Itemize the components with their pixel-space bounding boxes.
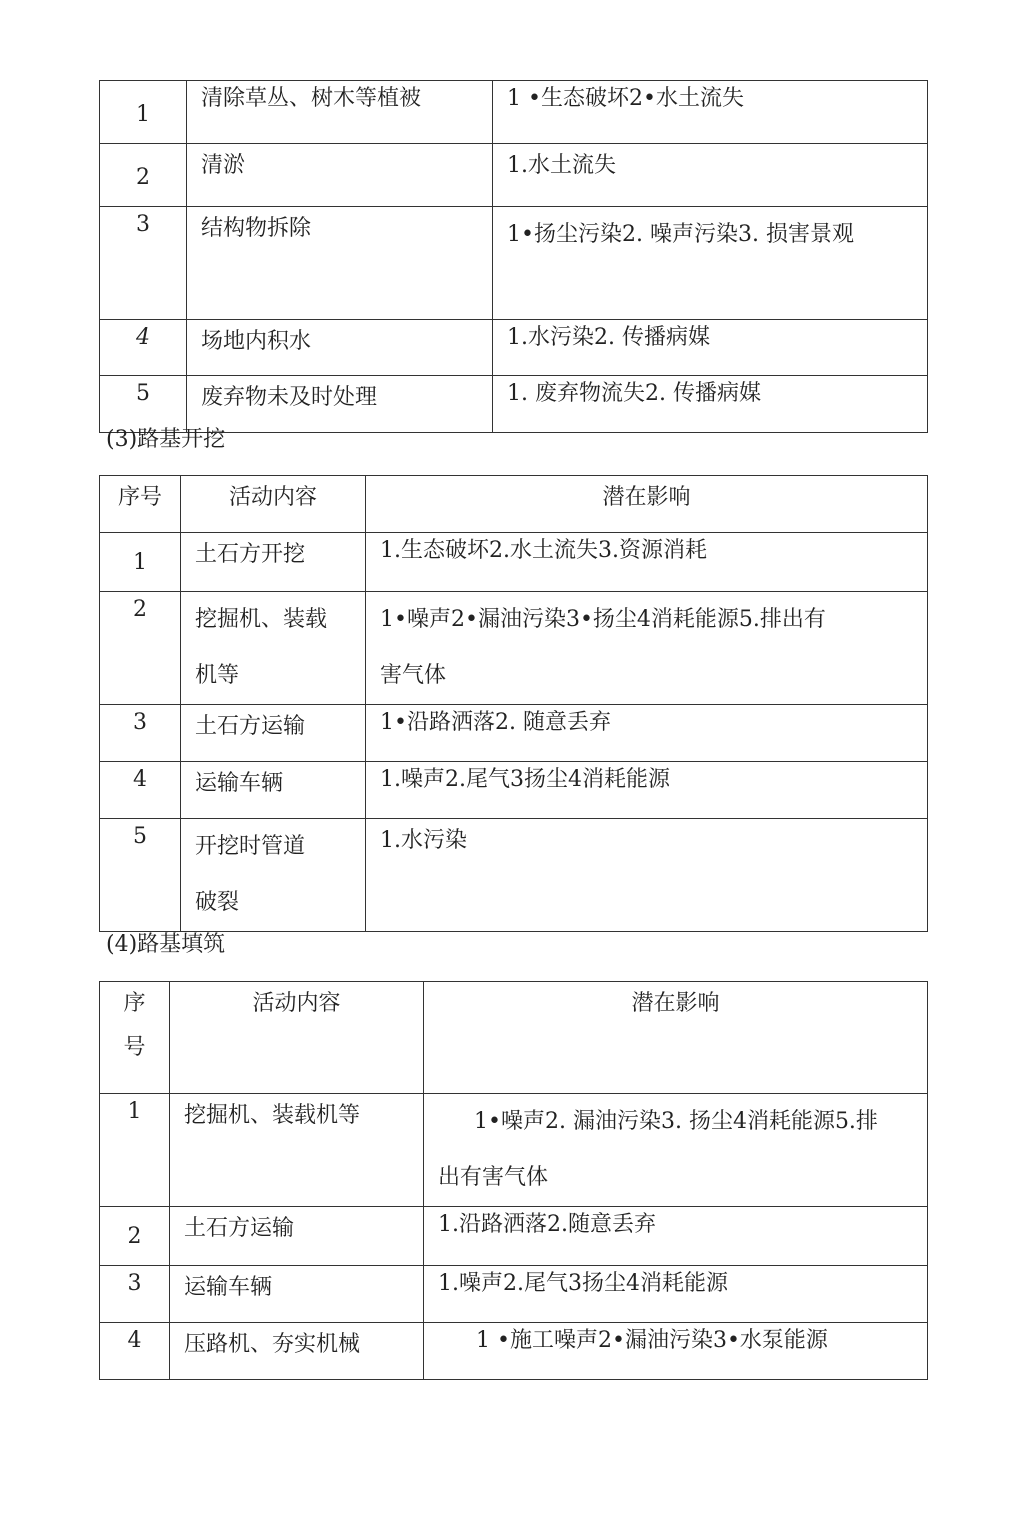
row-number: 1 bbox=[100, 533, 181, 592]
table-header-row bbox=[100, 476, 928, 533]
section-heading: (4)路基填筑 bbox=[106, 932, 226, 957]
activity-cell: 运输车辆 bbox=[181, 762, 366, 819]
activity-cell: 运输车辆 bbox=[170, 1266, 424, 1323]
table-row bbox=[100, 1266, 928, 1323]
activity-cell: 废弃物未及时处理 bbox=[187, 376, 493, 433]
row-number: 4 bbox=[100, 1323, 170, 1380]
table-row bbox=[100, 819, 928, 932]
impact-cell: 1•噪声2. 漏油污染3. 扬尘4消耗能源5.排出有害气体 bbox=[424, 1094, 928, 1207]
header-impact: 潜在影响 bbox=[366, 476, 928, 533]
impact-cell: 1 •生态破坏2•水土流失 bbox=[493, 81, 928, 144]
activity-cell: 压路机、夯实机械 bbox=[170, 1323, 424, 1380]
table-row bbox=[100, 320, 928, 376]
section-heading: (3)路基开挖 bbox=[106, 427, 226, 452]
header-activity: 活动内容 bbox=[181, 476, 366, 533]
impact-table-filling bbox=[99, 981, 928, 1380]
table-row bbox=[100, 762, 928, 819]
row-number: 2 bbox=[100, 1207, 170, 1266]
table-header-row bbox=[100, 982, 928, 1094]
row-number: 5 bbox=[100, 376, 187, 433]
activity-cell: 结构物拆除 bbox=[187, 207, 493, 320]
row-number: 4 bbox=[100, 320, 187, 376]
impact-table-excavation bbox=[99, 475, 928, 932]
row-number: 4 bbox=[100, 762, 181, 819]
table-row bbox=[100, 1323, 928, 1380]
activity-cell: 土石方运输 bbox=[181, 705, 366, 762]
impact-cell: 1•沿路洒落2. 随意丢弃 bbox=[366, 705, 928, 762]
table-row bbox=[100, 592, 928, 705]
table-row bbox=[100, 533, 928, 592]
row-number: 3 bbox=[100, 1266, 170, 1323]
header-number bbox=[100, 982, 170, 1094]
impact-cell: 1•噪声2•漏油污染3•扬尘4消耗能源5.排出有害气体 bbox=[366, 592, 928, 705]
header-number: 序号 bbox=[100, 476, 181, 533]
activity-cell: 清淤 bbox=[187, 144, 493, 207]
table-row bbox=[100, 1207, 928, 1266]
impact-cell: 1.水污染 bbox=[366, 819, 928, 932]
row-number: 5 bbox=[100, 819, 181, 932]
impact-cell: 1.沿路洒落2.随意丢弃 bbox=[424, 1207, 928, 1266]
activity-cell: 挖掘机、装载机等 bbox=[181, 592, 366, 705]
activity-cell: 土石方运输 bbox=[170, 1207, 424, 1266]
table-row bbox=[100, 1094, 928, 1207]
activity-cell: 土石方开挖 bbox=[181, 533, 366, 592]
impact-cell: 1.水土流失 bbox=[493, 144, 928, 207]
impact-cell: 1.生态破坏2.水土流失3.资源消耗 bbox=[366, 533, 928, 592]
header-impact: 潜在影响 bbox=[424, 982, 928, 1094]
row-number: 3 bbox=[100, 207, 187, 320]
impact-cell: 1.水污染2. 传播病媒 bbox=[493, 320, 928, 376]
impact-table-clearing bbox=[99, 80, 928, 433]
header-activity: 活动内容 bbox=[170, 982, 424, 1094]
row-number: 1 bbox=[100, 81, 187, 144]
table-row bbox=[100, 705, 928, 762]
activity-cell: 场地内积水 bbox=[187, 320, 493, 376]
row-number: 3 bbox=[100, 705, 181, 762]
activity-cell: 挖掘机、装载机等 bbox=[170, 1094, 424, 1207]
activity-cell: 开挖时管道破裂 bbox=[181, 819, 366, 932]
table-row bbox=[100, 144, 928, 207]
impact-cell: 1.噪声2.尾气3扬尘4消耗能源 bbox=[366, 762, 928, 819]
impact-cell: 1. 废弃物流失2. 传播病媒 bbox=[493, 376, 928, 433]
table-row bbox=[100, 207, 928, 320]
table-row bbox=[100, 376, 928, 433]
impact-cell: 1.噪声2.尾气3扬尘4消耗能源 bbox=[424, 1266, 928, 1323]
impact-cell: 1 •施工噪声2•漏油污染3•水泵能源 bbox=[424, 1323, 928, 1380]
activity-cell: 清除草丛、树木等植被 bbox=[187, 81, 493, 144]
table-row bbox=[100, 81, 928, 144]
impact-cell: 1•扬尘污染2. 噪声污染3. 损害景观 bbox=[493, 207, 928, 320]
row-number: 2 bbox=[100, 144, 187, 207]
header-number-text: 序号 bbox=[123, 991, 146, 1060]
row-number: 2 bbox=[100, 592, 181, 705]
row-number: 1 bbox=[100, 1094, 170, 1207]
